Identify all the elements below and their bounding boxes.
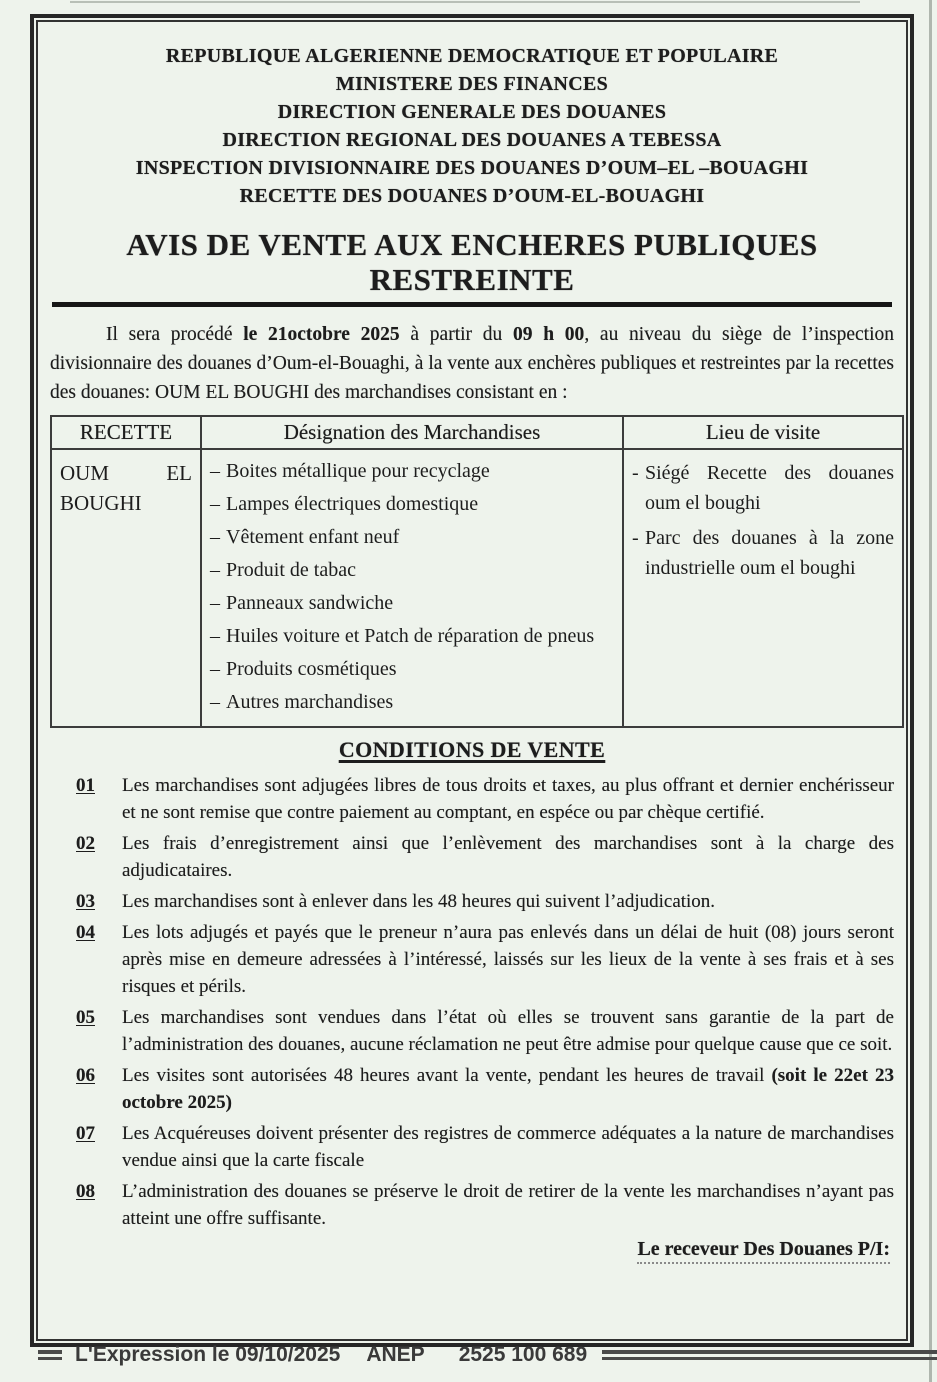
goods-item xyxy=(210,623,614,649)
dash-marker: – xyxy=(210,526,220,549)
signature-text: Le receveur Des Douanes P/I: xyxy=(637,1238,890,1264)
goods-item-text: Lampes électriques domestique xyxy=(226,493,479,516)
goods-item-text: Panneaux sandwiche xyxy=(226,592,394,615)
header-line: INSPECTION DIVISIONNAIRE DES DOUANES D’OUM–EL –BOUAGHI xyxy=(135,157,809,179)
dash-marker: – xyxy=(210,658,220,681)
scan-artifact-top-line xyxy=(70,1,860,3)
condition-item xyxy=(76,772,894,826)
condition-number: 05 xyxy=(76,1007,95,1029)
goods-list xyxy=(210,458,614,715)
condition-item xyxy=(76,830,894,884)
dash-marker: – xyxy=(210,559,220,582)
goods-item-text: Huiles voiture et Patch de réparation de pneus xyxy=(226,625,595,648)
scan-artifact-right-edge xyxy=(929,0,932,1382)
publication-date: L'Expression le 09/10/2025 xyxy=(75,1343,341,1366)
header-line: REPUBLIQUE ALGERIENNE DEMOCRATIQUE ET POPULAIRE xyxy=(165,45,779,67)
condition-text: Les visites sont autorisées 48 heures avant la vente, pendant les heures de travail (soit le 22et 23 octobre 2025) xyxy=(122,1065,894,1114)
newspaper-footer xyxy=(38,1343,937,1367)
dash-marker: – xyxy=(210,493,220,516)
goods-item-text: Boites métallique pour recyclage xyxy=(226,460,490,483)
footer-rule-right xyxy=(602,1350,937,1360)
dash-marker: – xyxy=(210,460,220,483)
goods-table xyxy=(50,415,904,728)
goods-item xyxy=(210,656,614,682)
visit-item xyxy=(632,458,894,518)
conditions-list xyxy=(50,772,894,1232)
column-header-recette: RECETTE xyxy=(51,416,201,449)
notice-frame-inner xyxy=(36,20,908,1341)
goods-item xyxy=(210,689,614,715)
header-line: DIRECTION GENERALE DES DOUANES xyxy=(277,101,667,123)
signature-block xyxy=(50,1238,894,1261)
footer-rule-left xyxy=(38,1350,62,1360)
visit-item-text: Siégé Recette des douanes oum el boughi xyxy=(645,462,894,515)
goods-cell xyxy=(201,449,623,727)
goods-item-text: Autres marchandises xyxy=(226,691,394,714)
agency-name: ANEP xyxy=(366,1343,425,1366)
goods-item-text: Produit de tabac xyxy=(226,559,356,582)
condition-number: 02 xyxy=(76,833,95,855)
notice-frame xyxy=(30,14,914,1347)
goods-item xyxy=(210,458,614,484)
condition-text: Les marchandises sont à enlever dans les 48 heures qui suivent l’adjudication. xyxy=(122,891,716,913)
goods-item xyxy=(210,557,614,583)
visit-item-text: Parc des douanes à la zone industrielle oum el boughi xyxy=(645,527,894,580)
goods-item xyxy=(210,491,614,517)
table-row xyxy=(51,449,903,727)
column-header-designation: Désignation des Marchandises xyxy=(201,416,623,449)
condition-item xyxy=(76,919,894,1000)
condition-text: Les lots adjugés et payés que le preneur n’aura pas enlevés dans un délai de huit (08) jours seront après mise en demeure adressées à l’intéressé, laissés sur les lieux de la vente à ses frais et à ses risques et périls. xyxy=(122,922,894,998)
condition-item xyxy=(76,888,894,915)
condition-number: 04 xyxy=(76,922,95,944)
condition-number: 06 xyxy=(76,1065,95,1087)
intro-paragraph: Il sera procédé le 21octobre 2025 à partir du 09 h 00, au niveau du siège de l’inspection divisionnaire des douanes d’Oum-el-Bouaghi, à la vente aux enchères publiques et restreintes par la recettes des douanes: OUM EL BOUGHI des marchandises consistant en : xyxy=(50,324,894,404)
notice-title: AVIS DE VENTE AUX ENCHERES PUBLIQUES RESTREINTE xyxy=(52,228,892,307)
official-header-block xyxy=(50,42,894,210)
dash-marker: – xyxy=(210,691,220,714)
column-header-lieu-visite: Lieu de visite xyxy=(623,416,903,449)
dash-marker: - xyxy=(632,462,639,485)
visit-cell xyxy=(623,449,903,727)
condition-text: Les marchandises sont adjugées libres de tous droits et taxes, au plus offrant et dernier enchérisseur et ne sont remise que contre paiement au comptant, en espéce ou par chèque certifié. xyxy=(122,775,894,824)
goods-item-text: Vêtement enfant neuf xyxy=(226,526,400,549)
condition-text: Les Acquéreuses doivent présenter des registres de commerce adéquates a la nature de marchandises vendue ainsi que la carte fiscale xyxy=(122,1123,894,1172)
condition-number: 01 xyxy=(76,775,95,797)
header-line: RECETTE DES DOUANES D’OUM-EL-BOUAGHI xyxy=(239,185,705,207)
goods-item xyxy=(210,590,614,616)
condition-item xyxy=(76,1120,894,1174)
condition-item xyxy=(76,1004,894,1058)
dash-marker: – xyxy=(210,625,220,648)
dash-marker: – xyxy=(210,592,220,615)
condition-number: 03 xyxy=(76,891,95,913)
condition-text: L’administration des douanes se préserve le droit de retirer de la vente les marchandises n’ayant pas atteint une offre suffisante. xyxy=(122,1181,894,1230)
visit-list xyxy=(632,458,894,583)
condition-text: Les frais d’enregistrement ainsi que l’enlèvement des marchandises sont à la charge des adjudicataires. xyxy=(122,833,894,882)
condition-number: 07 xyxy=(76,1123,95,1145)
table-header-row xyxy=(51,416,903,449)
header-line: DIRECTION REGIONAL DES DOUANES A TEBESSA xyxy=(222,129,722,151)
condition-item xyxy=(76,1178,894,1232)
condition-number: 08 xyxy=(76,1181,95,1203)
goods-item xyxy=(210,524,614,550)
visit-item xyxy=(632,523,894,583)
announcement-reference: 2525 100 689 xyxy=(458,1343,588,1366)
header-line: MINISTERE DES FINANCES xyxy=(335,73,609,95)
conditions-heading: CONDITIONS DE VENTE xyxy=(338,737,606,763)
condition-item xyxy=(76,1062,894,1116)
goods-item-text: Produits cosmétiques xyxy=(226,658,397,681)
dash-marker: - xyxy=(632,527,639,550)
recette-cell: OUM EL BOUGHI xyxy=(51,449,201,727)
condition-text: Les marchandises sont vendues dans l’état où elles se trouvent sans garantie de la part de l’administration des douanes, aucune réclamation ne peut être admise pour quelque cause que ce soit. xyxy=(122,1007,894,1056)
